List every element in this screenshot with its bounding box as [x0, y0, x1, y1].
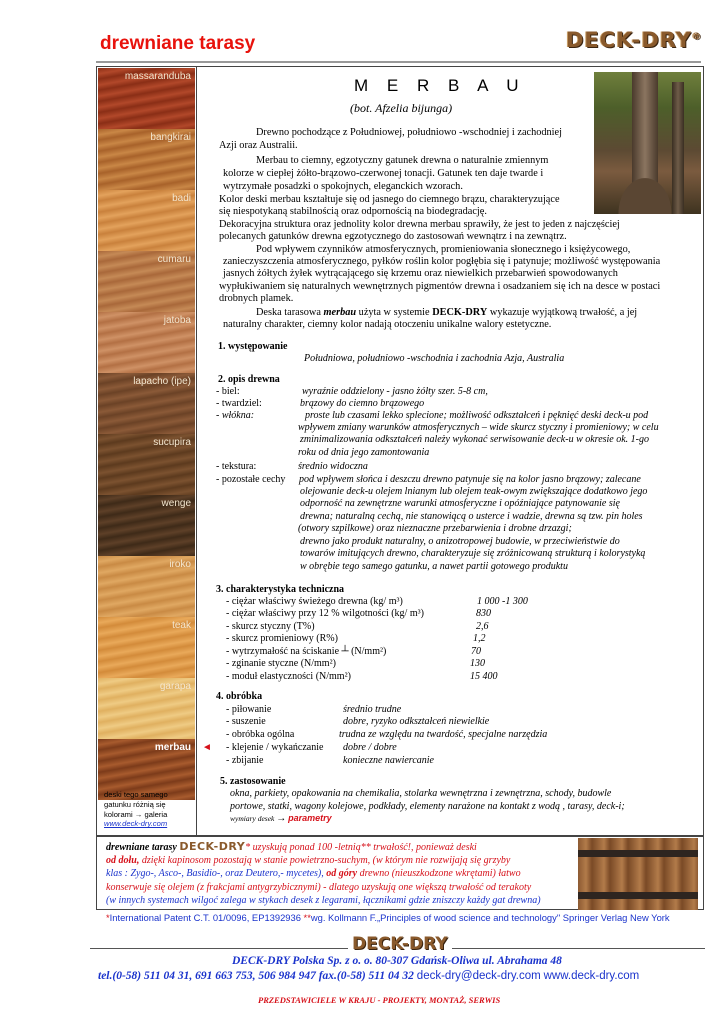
- registered-mark: ®: [692, 32, 703, 42]
- swatch-label: lapacho (ipe): [133, 376, 191, 387]
- botanical-name: (bot. Afzelia bijunga): [350, 101, 453, 115]
- row-label: - pozostałe cechy: [216, 474, 286, 485]
- deck-bar: [578, 850, 698, 857]
- spec-value: 1,2: [473, 633, 486, 644]
- spec-label: - skurcz styczny (T%): [226, 621, 315, 632]
- spec-label: - ciężar właściwy przy 12 % wilgotności (kg/ m³): [226, 608, 424, 619]
- section-heading: 4. obróbka: [216, 691, 263, 702]
- intro-line: Pod wpływem czynników atmosferycznych, promieniowania słonecznego i księżycowego,: [256, 244, 631, 255]
- logo-text: DECK-DRY: [566, 28, 693, 52]
- text: klas : Zygo-, Asco-, Basidio-, oraz Deutero,- mycetes),: [106, 868, 324, 880]
- intro-line: naturalny charakter, ciemny kolor nadają otoczeniu unikalne walory estetyczne.: [223, 319, 552, 330]
- spec-label: - moduł elastyczności (N/mm²): [226, 671, 351, 682]
- website-link[interactable]: www.deck-dry.com: [543, 970, 640, 982]
- swatch-jatoba[interactable]: [98, 312, 195, 373]
- swatch-lapacho[interactable]: [98, 373, 195, 434]
- text: dzięki kapinosom pozostają w stanie powietrzno-suchym, (w którym nie rozwijają się grzyby: [139, 855, 511, 867]
- row-label: - biel:: [216, 386, 240, 397]
- page-title: M E R B A U: [354, 76, 526, 95]
- text: od dołu,: [106, 855, 140, 867]
- durability-line: [106, 867, 541, 880]
- intro-line: Kolor deski merbau kształtuje się od jasnego do ciemnego brązu, charakteryzujące: [219, 194, 560, 205]
- text: od góry: [323, 868, 358, 880]
- text: International Patent C.T. 01/0096, EP1392936: [109, 912, 301, 923]
- row-value-cont: w obrębie tego samego gatunku, a nawet partii gotowego produktu: [300, 561, 568, 572]
- intro-line: się niespotykaną stabilnością oraz odpornością na biodegradację.: [219, 206, 487, 217]
- section-heading: 1. występowanie: [218, 341, 288, 352]
- parameters-link[interactable]: parametry: [288, 813, 332, 823]
- swatch-label: iroko: [169, 559, 191, 570]
- processing-value: trudna ze względu na twardość, specjalne narzędzia: [339, 729, 548, 740]
- row-value-cont: (otwory szpilkowe) oraz nieznaczne przebarwienia i drobne drzazgi;: [298, 523, 572, 534]
- swatch-label: cumaru: [157, 254, 191, 265]
- header-title: drewniane tarasy: [100, 33, 256, 54]
- text: drewniane tarasy: [106, 842, 177, 853]
- swatch-wenge[interactable]: [98, 495, 195, 556]
- row-value-cont: odporność na zewnętrzne warunki atmosferyczne i opóźniające patynowanie się: [300, 498, 620, 509]
- intro-line: Drewno pochodzące z Południowej, południowo -wschodniej i zachodniej: [256, 127, 562, 138]
- dims-line: [230, 813, 332, 824]
- deck-bar: [578, 892, 698, 899]
- spec-label: - zginanie styczne (N/mm²): [226, 658, 336, 669]
- processing-value: średnio trudne: [343, 704, 402, 715]
- spec-value: 15 400: [470, 671, 498, 682]
- row-value-cont: wpływem zmiany warunków atmosferycznych – wide skurcz styczny i promieniowy; w celu: [298, 422, 659, 433]
- row-value: proste lub czasami lekko splecione; możliwość odkształceń i pęknięć deski deck-u pod: [305, 410, 649, 421]
- swatch-teak[interactable]: [98, 617, 195, 678]
- swatch-iroko[interactable]: [98, 556, 195, 617]
- intro-line: Azji oraz Australii.: [219, 140, 298, 151]
- spec-value: 2,6: [476, 621, 489, 632]
- durability-line: [106, 840, 541, 854]
- intro-line: kolorze w ciepłej żółto-brązowo-czerwonej tonacji. Gatunek ten daje twarde i: [223, 168, 544, 179]
- company-address: DECK-DRY Polska Sp. z o. o. 80-307 Gdańsk-Oliwa ul. Abrahama 48: [232, 955, 562, 967]
- swatch-bangkirai[interactable]: [98, 129, 195, 190]
- swatch-note: [104, 790, 194, 829]
- swatch-sucupira[interactable]: [98, 434, 195, 495]
- gallery-link[interactable]: www.deck-dry.com: [104, 819, 168, 829]
- intro-line: drobnych plamek.: [219, 293, 294, 304]
- swatch-label: merbau: [154, 742, 191, 753]
- wood-swatch-gallery: [98, 68, 195, 800]
- spec-label: - skurcz promieniowy (R%): [226, 633, 338, 644]
- swatch-label: sucupira: [153, 437, 191, 448]
- row-label: - twardziel:: [216, 398, 262, 409]
- swatch-label: badi: [172, 193, 191, 204]
- row-value-cont: towarów imitujących drewno, charakteryzuje się zróżnicowaną strukturą i kolorystyką: [300, 548, 646, 559]
- swatch-label: massaranduba: [124, 71, 191, 82]
- note-line: gatunku różnią się: [104, 799, 166, 809]
- processing-value: dobre, ryzyko odkształceń niewielkie: [343, 716, 490, 727]
- note-line: kolorami → galeria: [104, 809, 168, 819]
- text: * uzyskują ponad 100 -letnią** trwałość!, ponieważ deski: [245, 842, 477, 853]
- spec-value: 70: [471, 646, 481, 657]
- processing-label: - piłowanie: [226, 704, 272, 715]
- row-value: brązowy do ciemno brązowego: [300, 398, 425, 409]
- dims-label: wymiary desek: [230, 814, 275, 823]
- header-divider: [96, 61, 701, 63]
- processing-label: - obróbka ogólna: [226, 729, 295, 740]
- phones: tel.(0-58) 511 04 31, 691 663 753, 506 984 947 fax.(0-58) 511 04 32: [98, 970, 417, 982]
- intro-line: wytrzymałe posadzki o spokojnych, eleganckich wzorach.: [223, 181, 463, 192]
- swatch-cumaru[interactable]: [98, 251, 195, 312]
- usage-line: okna, parkiety, opakowania na chemikalia, stolarka wewnętrzna i zewnętrzna, schody, budowle: [230, 788, 612, 799]
- company-contact: [98, 970, 639, 982]
- processing-label: - zbijanie: [226, 755, 264, 766]
- note-line: deski tego samego: [104, 790, 168, 799]
- usage-line: portowe, statki, wagony kolejowe, podkłady, elementy narażone na kontakt z wodą , tarasy, deck-i;: [230, 801, 625, 812]
- intro-deck-line: [256, 307, 637, 320]
- row-value-cont: zminimalizowania odkształceń należy wykonać serwisowanie deck-u w okresie ok. 1-go: [300, 434, 650, 445]
- durability-line: konserwuje się olejem (z frakcjami antygrzybicznymi) - dlatego uzyskują one większą trwałość od terakoty: [106, 881, 532, 893]
- text: wg. Kollmann F.„Principles of wood science and technology" Springer Verlag New York: [310, 912, 670, 923]
- row-value-cont: roku od dnia jego zamontowania: [298, 447, 430, 458]
- row-value: wyraźnie oddzielony - jasno żółty szer. 5-8 cm,: [302, 386, 488, 397]
- durability-line: (w innych systemach wilgoć zalega w stykach desek z legarami, łącznikami gdzie zniszczy każdy gat drewna): [106, 894, 541, 906]
- text: drewno (nieuszkodzone wkrętami) łatwo: [357, 868, 521, 880]
- text: użyta w systemie: [356, 307, 433, 318]
- deck-dry-logo: [566, 28, 702, 52]
- spec-label: - ciężar właściwy świeżego drewna (kg/ m³): [226, 596, 403, 607]
- processing-label: - suszenie: [226, 716, 266, 727]
- swatch-massaranduba[interactable]: [98, 68, 195, 129]
- intro-line: Merbau to ciemny, egzotyczny gatunek drewna o naturalnie zmiennym: [256, 155, 549, 166]
- row-value-cont: olejowanie deck-u olejem lnianym lub olejem teak-owym zwiększające dodatkowo jego: [300, 486, 648, 497]
- intro-line: Dekoracyjna struktura oraz jednolity kolor drewna merbau sprawiły, że jest to jeden z najczęściej: [219, 219, 620, 230]
- patent-note: [106, 912, 670, 923]
- occurrence-text: Południowa, południowo -wschodnia i zachodnia Azja, Australia: [304, 353, 565, 364]
- intro-line: jasnych żółtych żyłek wytrącającego się krzemu oraz niewielkich przebarwień spowodowanych: [223, 268, 618, 279]
- swatch-label: teak: [172, 620, 191, 631]
- processing-value: konieczne nawiercanie: [343, 755, 434, 766]
- text: Deska tarasowa: [256, 307, 324, 318]
- row-label: - włókna:: [216, 410, 255, 421]
- swatch-label: bangkirai: [150, 132, 191, 143]
- intro-line: zanieczyszczenia atmosferycznego, pyłków roślin kolor pogłębia się i patynuje; możliwość występowania: [223, 256, 661, 267]
- text: wykazuje wyjątkową trwałość, a jej: [487, 307, 638, 318]
- spec-value: 830: [476, 608, 491, 619]
- star: *: [106, 912, 110, 923]
- spec-label: - wytrzymałość na ściskanie ┴ (N/mm²): [226, 646, 387, 657]
- processing-value: dobre / dobre: [343, 742, 397, 753]
- processing-label: - klejenie / wykańczanie: [226, 742, 324, 753]
- swatch-label: jatoba: [163, 315, 191, 326]
- section-heading: 3. charakterystyka techniczna: [216, 584, 345, 595]
- mini-logo: DECK-DRY: [179, 840, 246, 853]
- row-value-cont: drewno jako produkt naturalny, o anizotropowej budowie, w przeciwieństwie do: [300, 536, 620, 547]
- swatch-badi[interactable]: [98, 190, 195, 251]
- brand-name: DECK-DRY: [432, 307, 488, 318]
- section-heading: 2. opis drewna: [218, 374, 280, 385]
- row-value-cont: drewna; naturalną cechą, nie stanowiącą o usterce i wadzie, drewna są tzw. pin holes: [300, 511, 643, 522]
- row-label: - tekstura:: [216, 461, 257, 472]
- star: **: [300, 912, 311, 923]
- intro-line: polecanych gatunków drewna egzotycznego do zastosowań wewnątrz i na zewnątrz.: [219, 231, 567, 242]
- email-link[interactable]: deck-dry@deck-dry.com: [416, 970, 541, 982]
- intro-line: wypłukiwaniem się naturalnych wewnętrznych pigmentów drewna i osadzaniem się ich na desce w postaci: [219, 281, 661, 292]
- spec-value: 1 000 -1 300: [477, 596, 528, 607]
- swatch-garapa[interactable]: [98, 678, 195, 739]
- swatch-label: wenge: [161, 498, 191, 509]
- column-divider: [196, 67, 197, 835]
- durability-text: [106, 840, 541, 907]
- wood-name: merbau: [323, 307, 357, 318]
- arrow-right-icon: →: [276, 813, 287, 824]
- row-value: średnio widoczna: [298, 461, 368, 472]
- footer-logo: DECK-DRY: [348, 934, 452, 954]
- section-heading: 5. zastosowanie: [220, 776, 286, 787]
- swatch-label: garapa: [159, 681, 191, 692]
- merbau-tree-photo: [594, 72, 701, 214]
- durability-line: [106, 854, 541, 867]
- representatives-note: PRZEDSTAWICIELE W KRAJU - PROJEKTY, MONTAŻ, SERWIS: [258, 995, 501, 1005]
- spec-value: 130: [470, 658, 485, 669]
- tree-roots: [614, 172, 676, 214]
- row-value: pod wpływem słońca i deszczu drewno patynuje się na kolor jasno brązowy; zalecane: [299, 474, 641, 485]
- pointer-arrow-icon: ◄: [202, 742, 212, 753]
- deck-construction-image: [578, 838, 698, 910]
